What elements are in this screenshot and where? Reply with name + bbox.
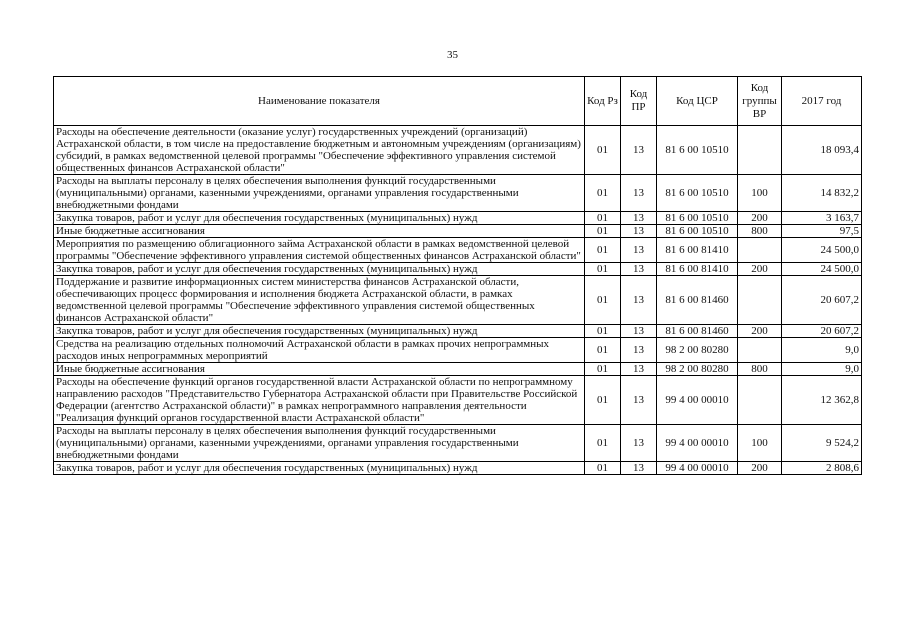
cell-rz: 01 [585, 212, 621, 225]
header-rz: Код Рз [585, 77, 621, 126]
cell-vr: 200 [738, 462, 782, 475]
cell-pr: 13 [621, 338, 657, 363]
table-row [54, 338, 862, 363]
header-name: Наименование показателя [54, 77, 585, 126]
cell-rz: 01 [585, 276, 621, 325]
cell-rz: 01 [585, 363, 621, 376]
table-row [54, 425, 862, 462]
cell-amount: 14 832,2 [782, 175, 862, 212]
cell-csr: 99 4 00 00010 [657, 425, 738, 462]
table-row [54, 238, 862, 263]
cell-amount: 97,5 [782, 225, 862, 238]
cell-pr: 13 [621, 126, 657, 175]
table-row [54, 325, 862, 338]
cell-name: Расходы на обеспечение деятельности (оказание услуг) государственных учреждений (организаций) Астраханской области, в том числе на предоставление бюджетным и автономным учреждениям (организациям) субсидий, в рамках ведомственной целевой программы "Обеспечение эффективного управления системой общественных финансов Астраханской области" [54, 126, 585, 175]
cell-vr [738, 338, 782, 363]
cell-vr: 800 [738, 225, 782, 238]
cell-pr: 13 [621, 212, 657, 225]
header-year: 2017 год [782, 77, 862, 126]
cell-name: Закупка товаров, работ и услуг для обеспечения государственных (муниципальных) нужд [54, 263, 585, 276]
cell-name: Средства на реализацию отдельных полномочий Астраханской области в рамках прочих непрограммных расходов иных непрограммных мероприятий [54, 338, 585, 363]
cell-pr: 13 [621, 376, 657, 425]
cell-csr: 81 6 00 81460 [657, 325, 738, 338]
cell-amount: 20 607,2 [782, 325, 862, 338]
cell-pr: 13 [621, 276, 657, 325]
cell-csr: 81 6 00 81410 [657, 238, 738, 263]
cell-amount: 18 093,4 [782, 126, 862, 175]
cell-vr [738, 238, 782, 263]
cell-amount: 9 524,2 [782, 425, 862, 462]
cell-rz: 01 [585, 325, 621, 338]
cell-amount: 2 808,6 [782, 462, 862, 475]
cell-pr: 13 [621, 238, 657, 263]
table-row [54, 276, 862, 325]
cell-vr [738, 376, 782, 425]
cell-pr: 13 [621, 462, 657, 475]
cell-rz: 01 [585, 238, 621, 263]
cell-name: Иные бюджетные ассигнования [54, 225, 585, 238]
cell-amount: 24 500,0 [782, 263, 862, 276]
cell-csr: 81 6 00 10510 [657, 212, 738, 225]
cell-name: Закупка товаров, работ и услуг для обеспечения государственных (муниципальных) нужд [54, 325, 585, 338]
table-header-row [54, 77, 862, 126]
table-row [54, 126, 862, 175]
cell-name: Мероприятия по размещению облигационного займа Астраханской области в рамках ведомственной целевой программы "Обеспечение эффективного управления системой общественных финансов Астраханской области" [54, 238, 585, 263]
cell-rz: 01 [585, 462, 621, 475]
table-body [54, 126, 862, 475]
cell-csr: 81 6 00 10510 [657, 175, 738, 212]
cell-amount: 20 607,2 [782, 276, 862, 325]
cell-csr: 81 6 00 10510 [657, 225, 738, 238]
cell-csr: 81 6 00 81460 [657, 276, 738, 325]
cell-name: Иные бюджетные ассигнования [54, 363, 585, 376]
table-row [54, 263, 862, 276]
cell-csr: 99 4 00 00010 [657, 376, 738, 425]
cell-vr: 800 [738, 363, 782, 376]
cell-csr: 98 2 00 80280 [657, 363, 738, 376]
cell-pr: 13 [621, 175, 657, 212]
cell-vr [738, 126, 782, 175]
cell-csr: 81 6 00 81410 [657, 263, 738, 276]
cell-rz: 01 [585, 126, 621, 175]
cell-pr: 13 [621, 363, 657, 376]
cell-name: Расходы на выплаты персоналу в целях обеспечения выполнения функций государственными (муниципальными) органами, казенными учреждениями, органами управления государственными внебюджетными фондами [54, 425, 585, 462]
cell-amount: 9,0 [782, 338, 862, 363]
cell-amount: 9,0 [782, 363, 862, 376]
cell-name: Расходы на обеспечение функций органов государственной власти Астраханской области по непрограммному направлению расходов "Представительство Губернатора Астраханской области при Правительстве Российской Федерации (агентство Астраханской области)" в рамках непрограммного направления деятельности "Реализация функций органов государственной власти Астраханской области" [54, 376, 585, 425]
table-row [54, 462, 862, 475]
cell-name: Расходы на выплаты персоналу в целях обеспечения выполнения функций государственными (муниципальными) органами, казенными учреждениями, органами управления государственными внебюджетными фондами [54, 175, 585, 212]
cell-rz: 01 [585, 376, 621, 425]
cell-amount: 24 500,0 [782, 238, 862, 263]
cell-pr: 13 [621, 263, 657, 276]
cell-csr: 99 4 00 00010 [657, 462, 738, 475]
page-number: 35 [447, 49, 458, 61]
table-row [54, 363, 862, 376]
cell-vr: 200 [738, 325, 782, 338]
cell-rz: 01 [585, 425, 621, 462]
cell-amount: 3 163,7 [782, 212, 862, 225]
table-row [54, 376, 862, 425]
cell-amount: 12 362,8 [782, 376, 862, 425]
cell-name: Закупка товаров, работ и услуг для обеспечения государственных (муниципальных) нужд [54, 212, 585, 225]
table-row [54, 175, 862, 212]
cell-csr: 81 6 00 10510 [657, 126, 738, 175]
cell-vr: 200 [738, 212, 782, 225]
cell-name: Закупка товаров, работ и услуг для обеспечения государственных (муниципальных) нужд [54, 462, 585, 475]
cell-vr: 200 [738, 263, 782, 276]
cell-rz: 01 [585, 225, 621, 238]
cell-csr: 98 2 00 80280 [657, 338, 738, 363]
cell-pr: 13 [621, 225, 657, 238]
cell-name: Поддержание и развитие информационных систем министерства финансов Астраханской области, обеспечивающих процесс формирования и исполнения бюджета Астраханской области, в рамках ведомственной целевой программы "Обеспечение эффективного управления системой общественных финансов Астраханской области" [54, 276, 585, 325]
header-csr: Код ЦСР [657, 77, 738, 126]
cell-pr: 13 [621, 325, 657, 338]
table-row [54, 225, 862, 238]
cell-rz: 01 [585, 175, 621, 212]
header-vr: Код группы ВР [738, 77, 782, 126]
header-pr: Код ПР [621, 77, 657, 126]
cell-rz: 01 [585, 263, 621, 276]
cell-vr: 100 [738, 175, 782, 212]
cell-pr: 13 [621, 425, 657, 462]
cell-vr: 100 [738, 425, 782, 462]
cell-vr [738, 276, 782, 325]
budget-table [53, 76, 862, 475]
cell-rz: 01 [585, 338, 621, 363]
table-row [54, 212, 862, 225]
